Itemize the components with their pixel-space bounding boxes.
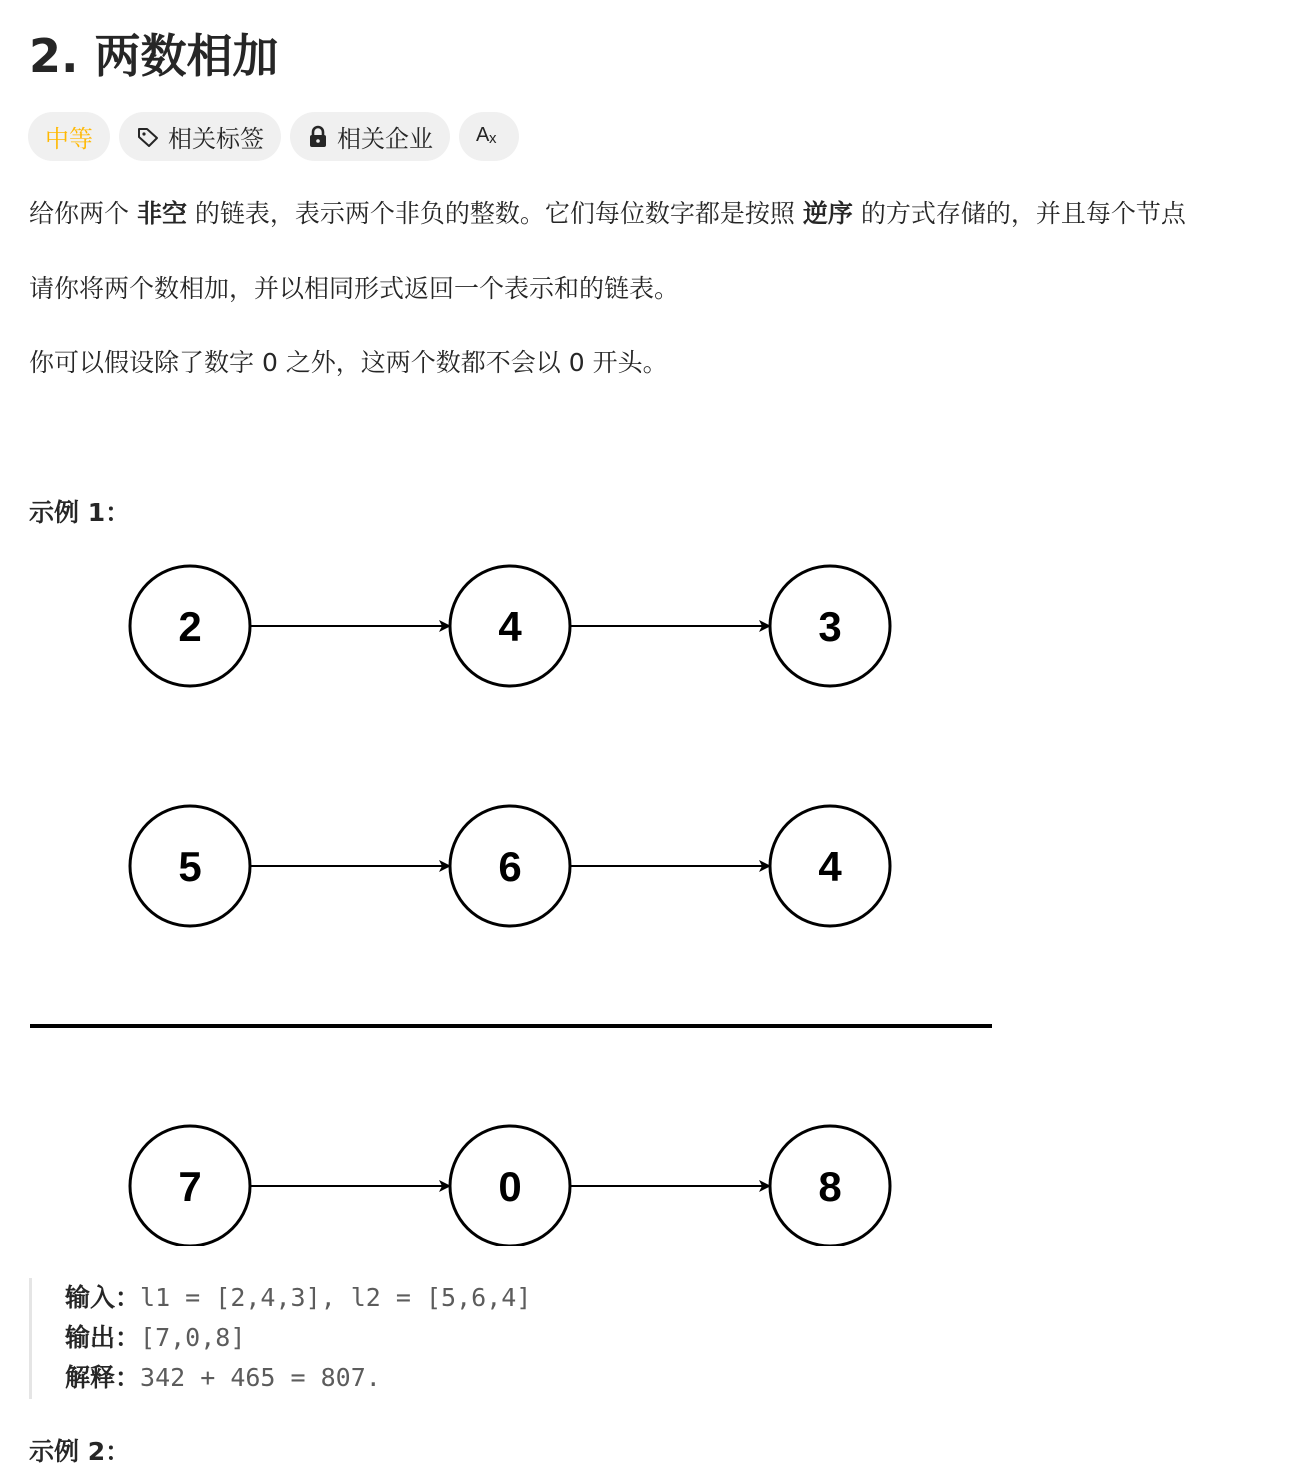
example-1-title: 示例 1： xyxy=(29,498,131,527)
tag-icon xyxy=(136,125,160,149)
input-label: 输入： xyxy=(65,1283,141,1312)
linked-list-3 xyxy=(130,1126,890,1246)
description-paragraph-1 xyxy=(29,196,1186,232)
example-explanation-row xyxy=(65,1358,729,1398)
list-node-value: 6 xyxy=(498,843,522,890)
linked-list-diagram xyxy=(0,540,1000,1246)
description-text: 的方式存储的，并且每个节点 xyxy=(852,199,1186,228)
output-label: 输出： xyxy=(65,1323,141,1352)
related-companies-button[interactable] xyxy=(290,112,450,161)
output-value: [7,0,8] xyxy=(140,1323,246,1352)
explanation-value: 342 + 465 = 807. xyxy=(140,1363,381,1392)
svg-text:x: x xyxy=(489,129,497,147)
example-output-row xyxy=(65,1318,729,1358)
description-text: 给你两个 xyxy=(29,199,137,228)
problem-title: 2. 两数相加 xyxy=(29,29,279,83)
list-node-value: 4 xyxy=(818,843,842,890)
related-topics-label: 相关标签 xyxy=(168,125,264,153)
example-2-title: 示例 2： xyxy=(29,1437,131,1466)
problem-tags xyxy=(28,112,519,161)
translate-icon xyxy=(475,121,503,153)
related-companies-label: 相关企业 xyxy=(337,125,433,153)
list-node-value: 4 xyxy=(498,603,522,650)
linked-list-2 xyxy=(130,806,890,926)
list-node-value: 7 xyxy=(178,1163,202,1210)
lock-icon xyxy=(307,125,329,149)
input-value: l1 = [2,4,3], l2 = [5,6,4] xyxy=(140,1283,532,1312)
example-1-code xyxy=(29,1278,729,1399)
explanation-label: 解释： xyxy=(65,1363,141,1392)
related-topics-button[interactable] xyxy=(119,112,281,161)
svg-text:A: A xyxy=(476,123,490,146)
list-node-value: 0 xyxy=(498,1163,522,1210)
description-paragraph-2: 请你将两个数相加，并以相同形式返回一个表示和的链表。 xyxy=(29,274,680,303)
list-node-value: 5 xyxy=(178,843,202,890)
example-input-row xyxy=(65,1278,729,1318)
list-node-value: 3 xyxy=(818,603,842,650)
linked-list-1 xyxy=(130,566,890,686)
description-paragraph-3: 你可以假设除了数字 0 之外，这两个数都不会以 0 开头。 xyxy=(29,348,668,377)
translate-button[interactable] xyxy=(459,112,519,161)
difficulty-badge: 中等 xyxy=(28,112,110,161)
description-text: 的链表，表示两个非负的整数。它们每位数字都是按照 xyxy=(186,199,803,228)
list-node-value: 8 xyxy=(818,1163,842,1210)
emphasis-non-empty: 非空 xyxy=(136,199,187,228)
list-node-value: 2 xyxy=(178,603,202,650)
emphasis-reverse-order: 逆序 xyxy=(802,199,853,228)
